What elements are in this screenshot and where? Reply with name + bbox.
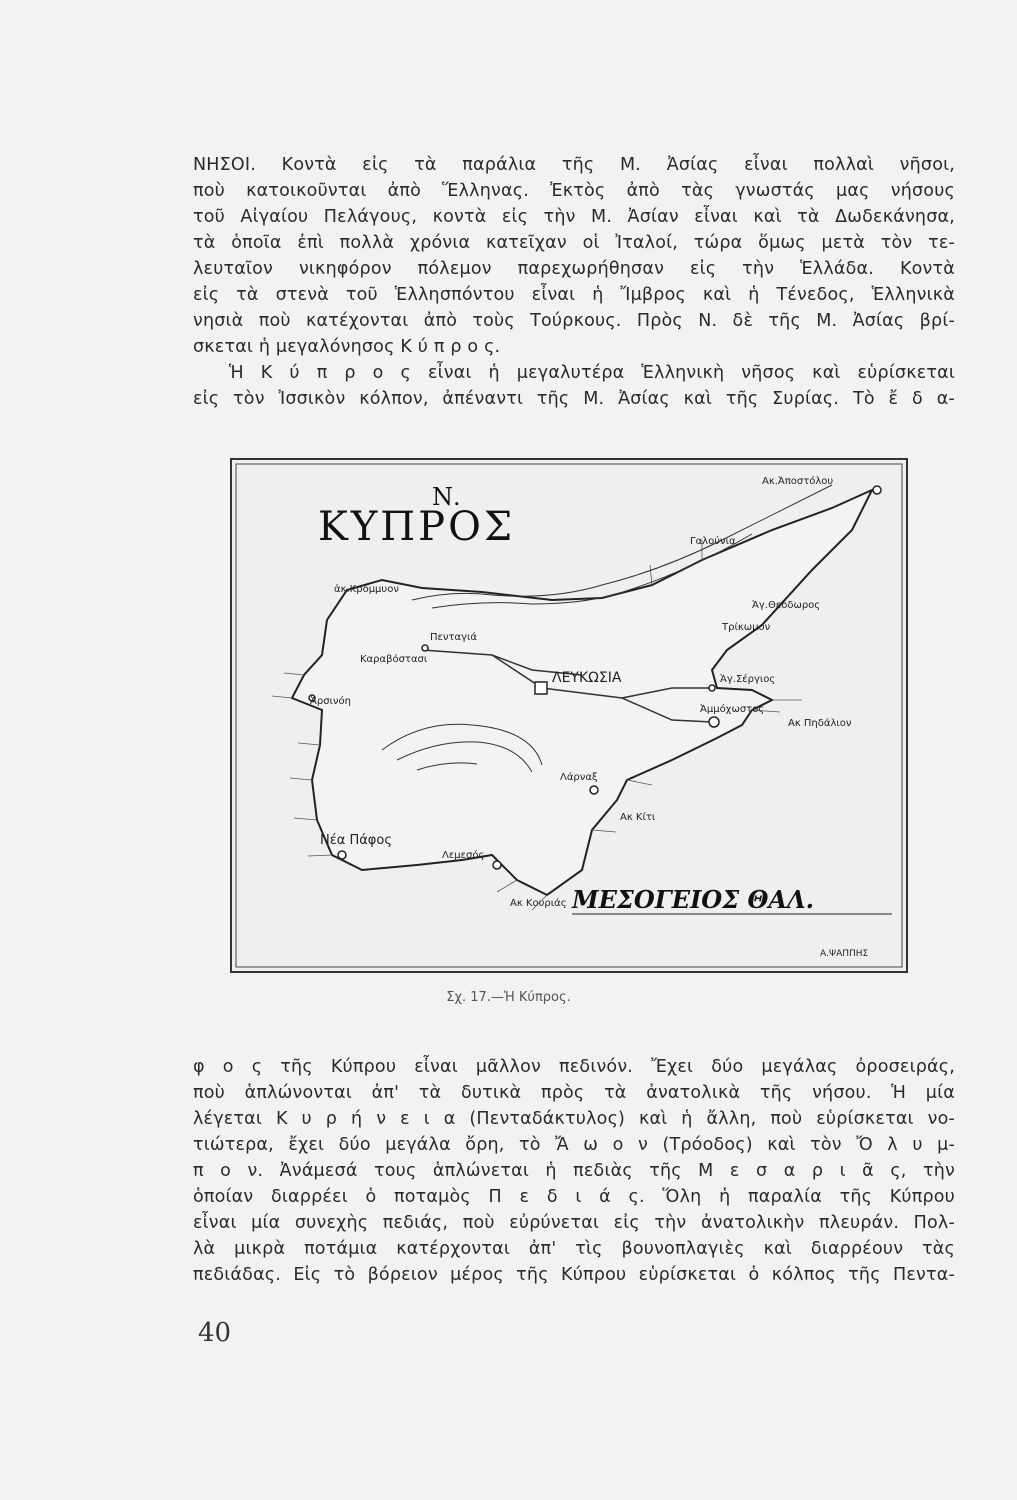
text-line: τὰ ὁποῖα ἐπὶ πολλὰ χρόνια κατεῖχαν οἱ Ἰταλοί, τώρα ὅμως μετὰ τὸν τε- (193, 233, 955, 253)
label-karavostasi: Καραβόστασι (360, 654, 428, 665)
map-title-small: Ν. (432, 483, 461, 511)
ammochostos-marker (709, 717, 719, 727)
text-line: Ἡ Κ ύ π ρ ο ς εἶναι ἡ μεγαλυτέρα Ἑλληνικὴ νῆσος καὶ εὑρίσκεται (229, 363, 955, 383)
sea-label: ΜΕΣΟΓΕΙΟΣ ΘΑΛ. (572, 885, 815, 914)
label-arsinoi: Ἀρσινόη (310, 696, 351, 707)
text-line: ὁποίαν διαρρέει ὁ ποταμὸς Π ε δ ι ά ς. Ὅλη ἡ παραλία τῆς Κύπρου (193, 1187, 955, 1207)
pentagia-marker (422, 645, 428, 651)
text-line: εἰς τὸν Ἰσσικὸν κόλπον, ἀπέναντι τῆς Μ. Ἀσίας καὶ τῆς Συρίας. Τὸ ἔ δ α- (193, 389, 955, 409)
label-lefkosia: ΛΕΥΚΩΣΙΑ (552, 670, 622, 686)
text-line: λέγεται Κ υ ρ ή ν ε ι α (Πενταδάκτυλος) καὶ ἡ ἄλλη, ποὺ εὑρίσκεται νο- (193, 1109, 955, 1129)
map-signature: Α.ΨΑΠΠΗΣ (820, 949, 869, 959)
text-line: νησιὰ ποὺ κατέχονται ἀπὸ τοὺς Τούρκους. Πρὸς Ν. δὲ τῆς Μ. Ἀσίας βρί- (193, 311, 955, 331)
text-line: σκεται ἡ μεγαλόνησος Κ ύ π ρ ο ς. (193, 337, 501, 357)
text-line: πεδιάδας. Εἰς τὸ βόρειον μέρος τῆς Κύπρου εὑρίσκεται ὁ κόλπος τῆς Πεντα- (193, 1265, 955, 1285)
figure-caption: Σχ. 17.—Ἡ Κύπρος. (446, 990, 571, 1005)
map-title: ΚΥΠΡΟΣ (318, 504, 516, 550)
label-kormakiti: ἀκ.Κρόμμυον (334, 584, 399, 595)
page-number: 40 (198, 1318, 232, 1348)
text-line: λὰ μικρὰ ποτάμια κατέρχονται ἀπ' τὶς βουνοπλαγιὲς καὶ διαρρέουν τὰς (193, 1239, 955, 1259)
pafos-marker (338, 851, 346, 859)
label-apostolos: Ακ.Ἀποστόλου (762, 476, 834, 487)
label-pentagia: Πενταγιά (430, 632, 478, 643)
label-lemesos: Λεμεσός (442, 850, 485, 861)
bottom-paragraph (193, 1054, 955, 1288)
text-line: π ο ν. Ἀνάμεσά τους ἁπλώνεται ἡ πεδιὰς τῆς Μ ε σ α ρ ι ᾶ ς, τὴν (193, 1161, 955, 1181)
text-line: εἰς τὰ στενὰ τοῦ Ἑλλησπόντου εἶναι ἡ Ἴμβρος καὶ ἡ Τένεδος, Ἑλληνικὰ (193, 285, 955, 305)
label-ak-pidalion: Ακ Πηδάλιον (788, 718, 852, 729)
label-ammochostos: Ἀμμόχωστος (700, 704, 765, 715)
text-line: εἶναι μία συνεχὴς πεδιάς, ποὺ εὐρύνεται εἰς τὴν ἀνατολικὴν πλευράν. Πολ- (193, 1213, 955, 1233)
text-line: τοῦ Αἰγαίου Πελάγους, κοντὰ εἰς τὴν Μ. Ἀσίαν εἶναι καὶ τὰ Δωδεκάνησα, (193, 207, 955, 227)
label-agios-theodoros: Ἁγ.Θεόδωρος (752, 600, 821, 611)
apostolos-marker (873, 486, 881, 494)
text-line: ποὺ ἁπλώνονται ἀπ' τὰ δυτικὰ πρὸς τὰ ἀνατολικὰ τῆς νήσου. Ἡ μία (193, 1083, 955, 1103)
cyprus-map-drawing (232, 460, 906, 971)
cyprus-map (230, 458, 908, 973)
label-ak-kiti: Ακ Κίτι (620, 812, 656, 823)
label-ak-gata: Ακ Κουριάς (510, 898, 567, 909)
label-trikomo: Τρίκωμον (722, 622, 771, 633)
lemesos-marker (493, 861, 501, 869)
text-line: ΝΗΣΟΙ. Κοντὰ εἰς τὰ παράλια τῆς Μ. Ἀσίας εἶναι πολλαὶ νῆσοι, (193, 155, 955, 175)
label-agios-sergios: Ἁγ.Σέργιος (720, 674, 776, 685)
label-galounia: Γαλούνια (690, 536, 736, 547)
sergios-marker (709, 685, 715, 691)
lefkosia-marker (535, 682, 547, 694)
text-line: λευταῖον νικηφόρον πόλεμον παρεχωρήθησαν εἰς τὴν Ἑλλάδα. Κοντὰ (193, 259, 955, 279)
text-line: φ ο ς τῆς Κύπρου εἶναι μᾶλλον πεδινόν. Ἔχει δύο μεγάλας ὀροσειράς, (193, 1057, 955, 1077)
larnax-marker (590, 786, 598, 794)
label-nea-pafos: Νέα Πάφος (320, 833, 392, 848)
top-paragraph (193, 152, 955, 412)
text-line: τιώτερα, ἔχει δύο μεγάλα ὄρη, τὸ Ἄ ω ο ν (Τρόοδος) καὶ τὸν Ὄ λ υ μ- (193, 1135, 955, 1155)
label-larnax: Λάρναξ (560, 772, 598, 783)
text-line: ποὺ κατοικοῦνται ἀπὸ Ἕλληνας. Ἐκτὸς ἀπὸ τὰς γνωστάς μας νήσους (193, 181, 955, 201)
